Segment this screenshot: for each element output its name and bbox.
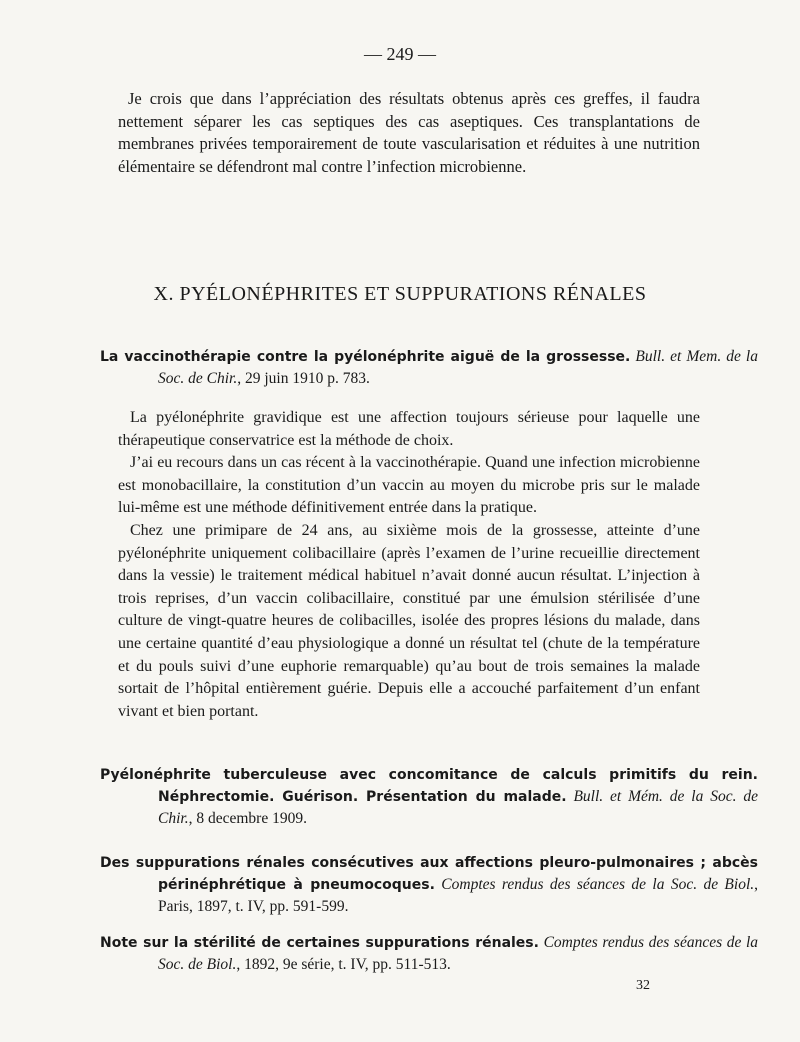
- entry-source: Bull. et Mem. de la Soc. de Chir.: [158, 348, 758, 387]
- bibliography-entry: [100, 346, 758, 390]
- entry-details: , Paris, 1897, t. IV, pp. 591-599.: [158, 876, 759, 915]
- body-paragraph: Chez une primipare de 24 ans, au sixième mois de la grossesse, atteinte d’une pyélonéphrite uniquement colibacillaire (après l’examen de l’urine recueillie directement dans la vessie) le traitement médical habituel n’avait donné aucun résultat. L’injection à trois reprises, d’un vaccin colibacillaire, constitué par une émulsion stérilisée d’une culture de vingt-quatre heures de colibacilles, isolée des propres lésions du malade, dans une certaine quantité d’eau physiologique a donné un résultat tel (chute de la température et du pouls suivi d’une euphorie remarquable) qu’au bout de trois semaines la malade sortait de l’hôpital entièrement guérie. Depuis elle a accouché parfaitement d’un enfant vivant et bien portant.: [118, 521, 700, 720]
- bibliography-entry: [100, 852, 758, 918]
- body-paragraph: La pyélonéphrite gravidique est une affection toujours sérieuse pour laquelle une thérapeutique conservatrice est la méthode de choix.: [118, 409, 700, 449]
- signature-mark: 32: [636, 978, 650, 993]
- entry-title: Pyélonéphrite tuberculeuse avec concomitance de calculs primitifs du rein. Néphrectomie. Guérison. Présentation du malade.: [100, 767, 758, 805]
- entry-body: [118, 407, 700, 723]
- entry-source: Comptes rendus des séances de la Soc. de Biol.: [158, 934, 759, 973]
- entry-source: Comptes rendus des séances de la Soc. de Biol.: [441, 876, 755, 893]
- entry-details: , 1892, 9e série, t. IV, pp. 511-513.: [236, 956, 451, 973]
- bibliography-entry: [100, 764, 758, 830]
- entry-details: , 8 decembre 1909.: [188, 810, 307, 827]
- entry-title: La vaccinothérapie contre la pyélonéphrite aiguë de la grossesse.: [100, 349, 631, 365]
- intro-paragraph: Je crois que dans l’appréciation des résultats obtenus après ces greffes, il faudra nettement séparer les cas septiques des cas aseptiques. Ces transplantations de membranes privées temporairement de toute vascularisation et réduites à une nutrition élémentaire se défendront mal contre l’infection microbienne.: [118, 89, 700, 176]
- page-number: — 249 —: [364, 44, 436, 64]
- entry-source: Bull. et Mém. de la Soc. de Chir.: [158, 788, 758, 827]
- entry-title: Note sur la stérilité de certaines suppurations rénales.: [100, 935, 539, 951]
- bibliography-entry: [100, 932, 758, 976]
- section-title: X. PYÉLONÉPHRITES ET SUPPURATIONS RÉNALES: [153, 283, 647, 305]
- entry-title: Des suppurations rénales consécutives aux affections pleuro-pulmonaires ; abcès périnéphrétique à pneumocoques.: [100, 855, 758, 893]
- body-paragraph: J’ai eu recours dans un cas récent à la vaccinothérapie. Quand une infection microbienne est monobacillaire, la constitution d’un vaccin au moyen du microbe pris sur le malade lui-même est une méthode définitivement entrée dans la pratique.: [118, 454, 700, 517]
- entry-details: , 29 juin 1910 p. 783.: [237, 370, 370, 387]
